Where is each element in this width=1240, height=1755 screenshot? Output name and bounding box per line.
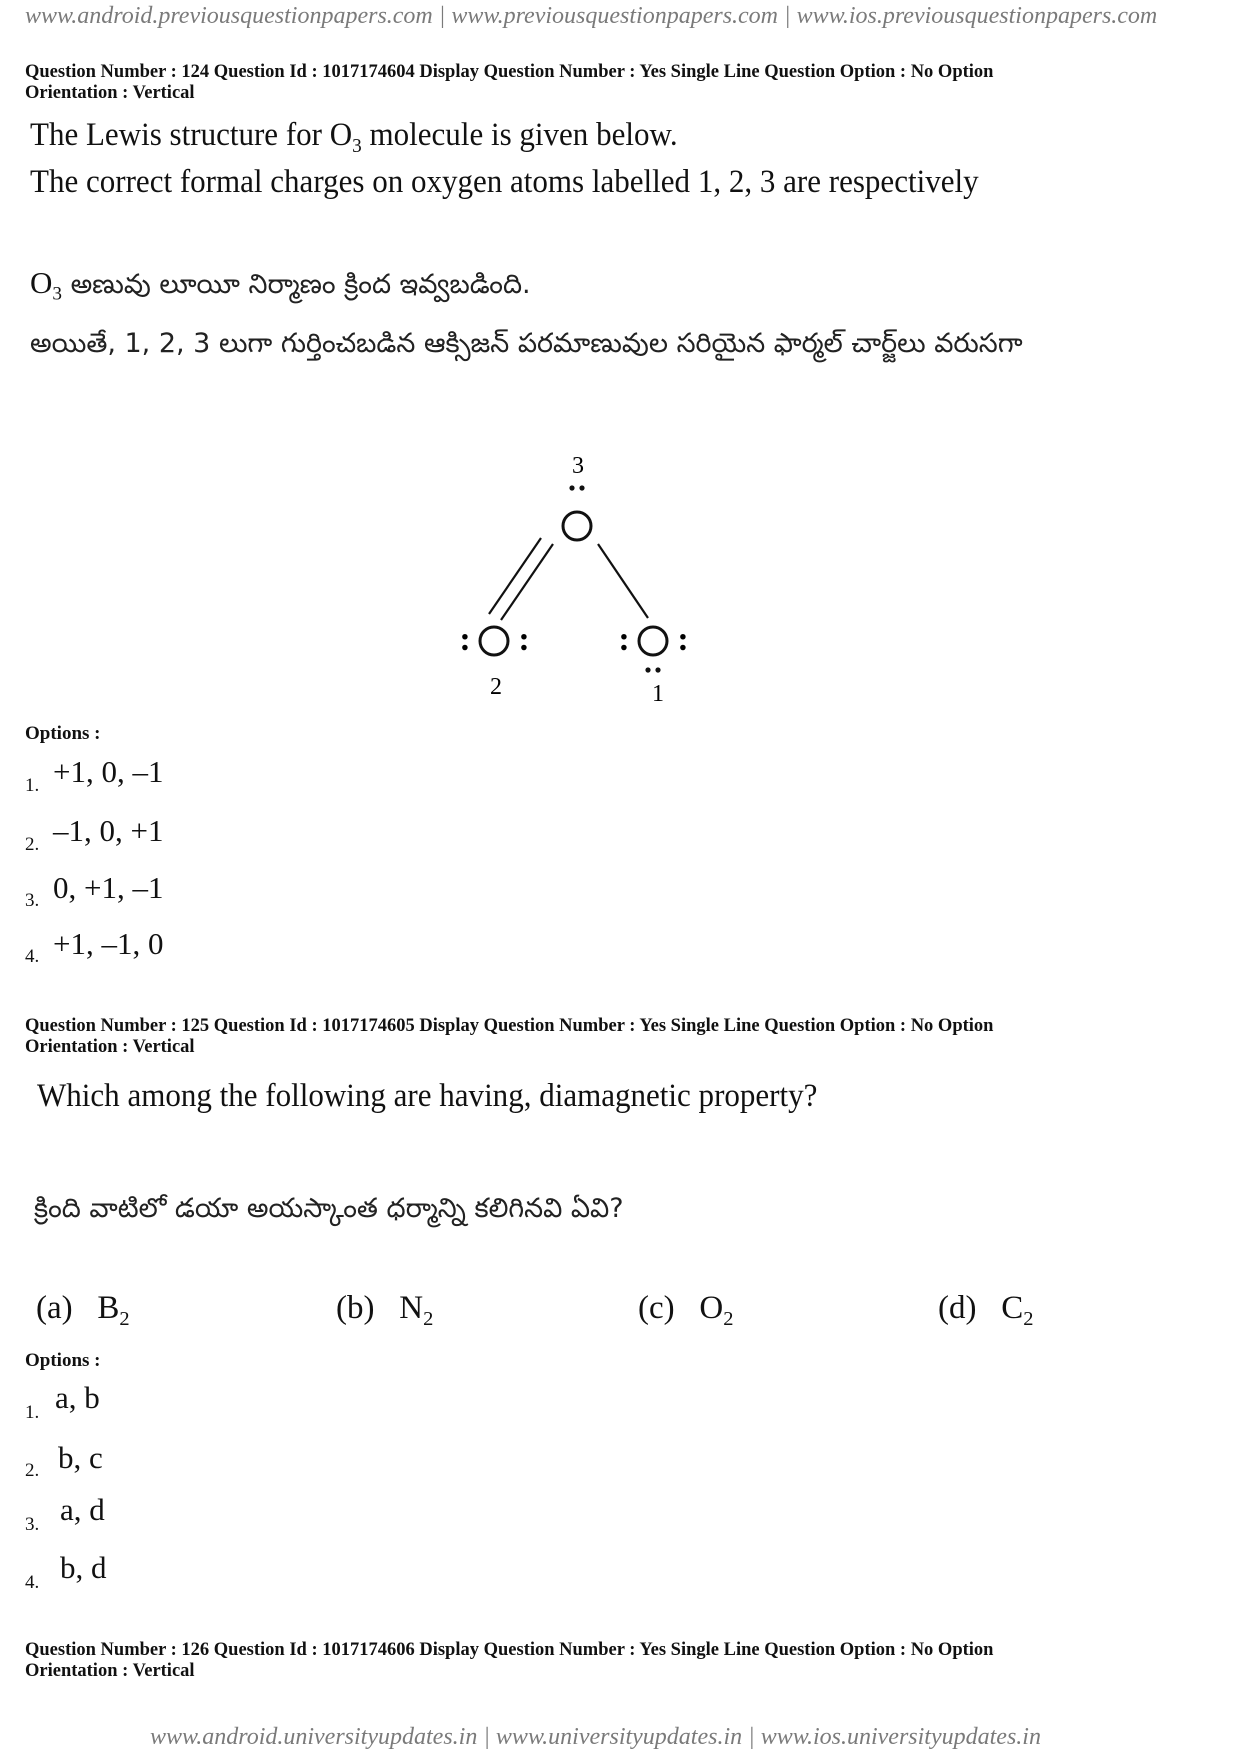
oxygen-atom-2 bbox=[480, 627, 508, 655]
question-125-meta bbox=[25, 1016, 1215, 1058]
lone-pair-colon: : bbox=[677, 621, 689, 658]
question-124-telugu-line2: అయితే, 1, 2, 3 లుగా గుర్తించబడిన ఆక్సిజన్ పరమాణువుల సరియైన ఫార్మల్ చార్జ్‌లు వరుసగా bbox=[30, 328, 1023, 359]
single-bond-line bbox=[598, 544, 648, 618]
choice-a: (a) $B_2$ bbox=[36, 1290, 130, 1331]
atom-label-3: 3 bbox=[572, 453, 584, 479]
lone-pair-dot bbox=[569, 485, 574, 490]
question-meta-line2: Orientation : Vertical bbox=[25, 1661, 195, 1681]
question-126-meta bbox=[25, 1640, 1215, 1682]
options-label: Options : bbox=[25, 1350, 101, 1371]
question-125-telugu-line1: క్రింది వాటిలో డయా అయస్కాంత ధర్మాన్ని కలిగినవి ఏవి? bbox=[34, 1193, 624, 1224]
question-meta-line1: Question Number : 124 Question Id : 1017174604 Display Question Number : Yes Single Line Question Option : No Option bbox=[25, 62, 994, 82]
question-meta-line2: Orientation : Vertical bbox=[25, 1037, 195, 1057]
question-124-english-line2: The correct formal charges on oxygen atoms labelled 1, 2, 3 are respectively bbox=[30, 164, 979, 200]
option-text[interactable]: b, c bbox=[58, 1440, 103, 1475]
option-number: 1. bbox=[25, 1402, 40, 1423]
option-number: 2. bbox=[25, 1460, 40, 1481]
oxygen-atom-3 bbox=[563, 512, 591, 540]
question-125-english-line1: Which among the following are having, diamagnetic property? bbox=[37, 1078, 818, 1114]
atom-label-1: 1 bbox=[652, 681, 664, 707]
option-text[interactable]: a, b bbox=[55, 1380, 100, 1415]
lone-pair-colon: : bbox=[459, 621, 471, 658]
option-text[interactable]: b, d bbox=[60, 1550, 107, 1585]
option-number: 4. bbox=[25, 1572, 40, 1593]
oxygen-atom-1 bbox=[639, 627, 667, 655]
choice-c: (c) $O_2$ bbox=[638, 1290, 734, 1331]
option-number: 2. bbox=[25, 834, 40, 855]
question-124-english-line1: The Lewis structure for $O_3$ molecule is given below. bbox=[30, 117, 678, 158]
question-meta-line1: Question Number : 125 Question Id : 1017174605 Display Question Number : Yes Single Line Question Option : No Option bbox=[25, 1016, 994, 1036]
double-bond-line bbox=[501, 544, 553, 620]
option-text[interactable]: +1, 0, –1 bbox=[53, 754, 164, 789]
lone-pair-dot bbox=[645, 667, 650, 672]
options-label: Options : bbox=[25, 723, 101, 744]
question-124-meta bbox=[25, 62, 1215, 104]
option-text[interactable]: +1, –1, 0 bbox=[53, 926, 164, 961]
question-meta-line2: Orientation : Vertical bbox=[25, 83, 195, 103]
option-number: 1. bbox=[25, 775, 40, 796]
option-text[interactable]: –1, 0, +1 bbox=[53, 813, 164, 848]
lone-pair-colon: : bbox=[518, 621, 530, 658]
option-number: 4. bbox=[25, 946, 40, 967]
lone-pair-dot bbox=[655, 667, 660, 672]
choice-b: (b) $N_2$ bbox=[336, 1290, 434, 1331]
lone-pair-dot bbox=[579, 485, 584, 490]
question-124-telugu-line1: $O_3$ అణువు లూయీ నిర్మాణం క్రింద ఇవ్వబడింది. bbox=[30, 265, 531, 305]
question-meta-line1: Question Number : 126 Question Id : 1017174606 Display Question Number : Yes Single Line Question Option : No Option bbox=[25, 1640, 994, 1660]
footer-watermark: www.android.universityupdates.in | www.universityupdates.in | www.ios.universityupdates.in bbox=[150, 1724, 1041, 1750]
double-bond-line bbox=[489, 538, 541, 614]
lone-pair-colon: : bbox=[618, 621, 630, 658]
header-watermark: www.android.previousquestionpapers.com | www.previousquestionpapers.com | www.ios.previousquestionpapers.com bbox=[25, 3, 1158, 29]
lewis-structure-diagram bbox=[440, 448, 710, 710]
option-text[interactable]: 0, +1, –1 bbox=[53, 870, 164, 905]
option-text[interactable]: a, d bbox=[60, 1492, 105, 1527]
atom-label-2: 2 bbox=[490, 674, 502, 700]
choice-d: (d) $C_2$ bbox=[938, 1290, 1034, 1331]
option-number: 3. bbox=[25, 890, 40, 911]
option-number: 3. bbox=[25, 1514, 40, 1535]
